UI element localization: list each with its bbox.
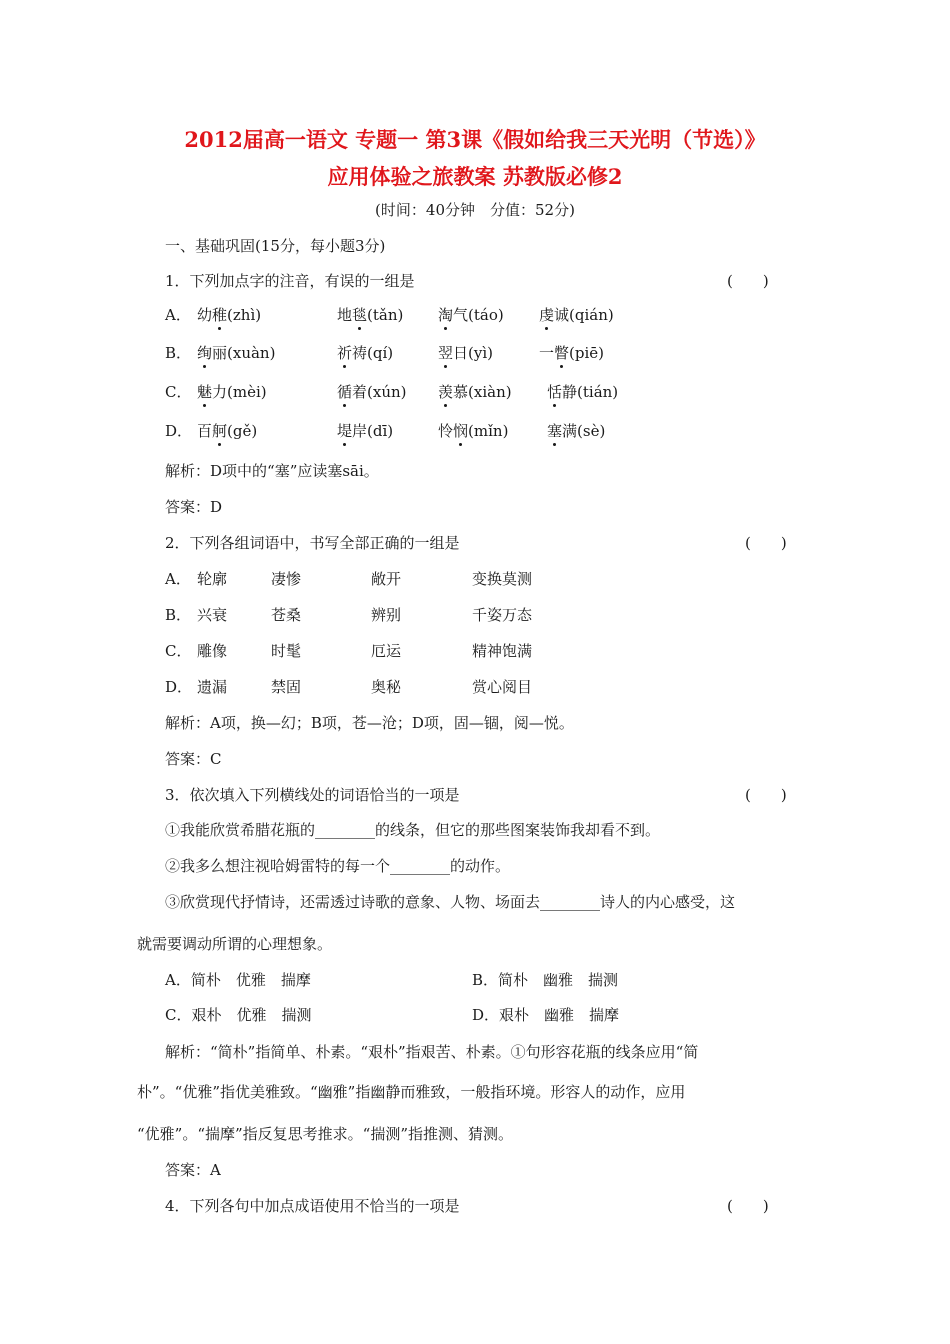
option-word: 兴衰 [197, 606, 228, 624]
q3-analysis-line1: 解析：“简朴”指简单、朴素。“艰朴”指艰苦、朴素。①句形容花瓶的线条应用“简 [165, 1043, 699, 1061]
q2-analysis: 解析：A项，换—幻；B项，苍—沧；D项，固—锢，阅—悦。 [165, 714, 574, 732]
option-word: 苍桑 [271, 606, 302, 624]
q4-answer-blank: ( ) [727, 1197, 769, 1215]
option-label: D． [165, 678, 193, 696]
q3-sentence-3-cont: 就需要调动所谓的心理想象。 [137, 935, 333, 953]
q3-analysis-line2: 朴”。“优雅”指优美雅致。“幽雅”指幽静而雅致，一般指环境。形容人的动作，应用 [137, 1083, 686, 1101]
option-item: 虔诚(qián) [539, 306, 614, 324]
q3-sentence-2: ②我多么想注视哈姆雷特的每一个________的动作。 [165, 857, 511, 875]
option-label: B． [165, 344, 192, 362]
option-word: 精神饱满 [472, 642, 533, 660]
option-item: 祈祷(qí) [337, 344, 394, 362]
q3-stem: 3．依次填入下列横线处的词语恰当的一项是 [165, 786, 460, 804]
option-item: 绚丽(xuàn) [197, 344, 276, 362]
q1-analysis: 解析：D项中的“塞”应读塞sāi。 [165, 462, 379, 480]
q3-answer: 答案：A [165, 1161, 221, 1179]
time-score-info: (时间：40分钟 分值：52分) [375, 201, 575, 219]
q3-answer-blank: ( ) [745, 786, 787, 804]
option-label: C． [165, 383, 192, 401]
q2-answer-blank: ( ) [745, 534, 787, 552]
option-item: 一瞥(piē) [539, 344, 605, 362]
option-label: A． [165, 306, 191, 324]
q3-sentence-3: ③欣赏现代抒情诗，还需透过诗歌的意象、人物、场面去________诗人的内心感受，这 [165, 893, 736, 911]
option-word: 凄惨 [271, 570, 302, 588]
option-word: 赏心阅目 [472, 678, 533, 696]
option-item: 魅力(mèi) [197, 383, 267, 401]
option-word: 雕像 [197, 642, 228, 660]
option-word: 变换莫测 [472, 570, 533, 588]
option-item: 羡慕(xiàn) [438, 383, 512, 401]
section-heading: 一、基础巩固(15分，每小题3分) [165, 237, 386, 255]
option-label: B． [165, 606, 192, 624]
q3-analysis-line3: “优雅”。“揣摩”指反复思考推求。“揣测”指推测、猜测。 [137, 1125, 514, 1143]
option-item: 恬静(tián) [547, 383, 619, 401]
option-item: 循着(xún) [337, 383, 407, 401]
option-word: 遗漏 [197, 678, 228, 696]
option-label: A． [165, 570, 191, 588]
option-word: 轮廓 [197, 570, 228, 588]
document-title-line2: 应用体验之旅教案 苏教版必修2 [327, 164, 623, 189]
option-word: 敞开 [371, 570, 402, 588]
option-item: 堤岸(dī) [337, 422, 394, 440]
q3-option-a: A．简朴 优雅 揣摩 [165, 971, 311, 989]
option-item: 淘气(táo) [438, 306, 504, 324]
option-item: 怜悯(mǐn) [438, 422, 509, 440]
q2-answer: 答案：C [165, 750, 222, 768]
q4-stem: 4．下列各句中加点成语使用不恰当的一项是 [165, 1197, 460, 1215]
q1-answer-blank: ( ) [727, 272, 769, 290]
q1-answer: 答案：D [165, 498, 223, 516]
option-word: 禁固 [271, 678, 302, 696]
option-word: 奥秘 [371, 678, 402, 696]
q3-option-d: D．艰朴 幽雅 揣摩 [472, 1006, 620, 1024]
document-title-line1: 2012届高一语文 专题一 第3课《假如给我三天光明（节选）》 [184, 127, 766, 152]
option-word: 千姿万态 [472, 606, 533, 624]
q3-option-c: C．艰朴 优雅 揣测 [165, 1006, 312, 1024]
option-label: C． [165, 642, 192, 660]
option-item: 塞满(sè) [547, 422, 606, 440]
option-item: 幼稚(zhì) [197, 306, 262, 324]
option-word: 时髦 [271, 642, 302, 660]
option-label: D． [165, 422, 193, 440]
q1-stem: 1．下列加点字的注音，有误的一组是 [165, 272, 415, 290]
q3-option-b: B．简朴 幽雅 揣测 [472, 971, 619, 989]
option-word: 厄运 [371, 642, 402, 660]
option-item: 翌日(yì) [438, 344, 493, 362]
q2-stem: 2．下列各组词语中，书写全部正确的一组是 [165, 534, 460, 552]
q3-sentence-1: ①我能欣赏希腊花瓶的________的线条，但它的那些图案装饰我却看不到。 [165, 821, 661, 839]
option-word: 辨别 [371, 606, 402, 624]
option-item: 百舸(gě) [197, 422, 258, 440]
option-item: 地毯(tǎn) [337, 306, 404, 324]
